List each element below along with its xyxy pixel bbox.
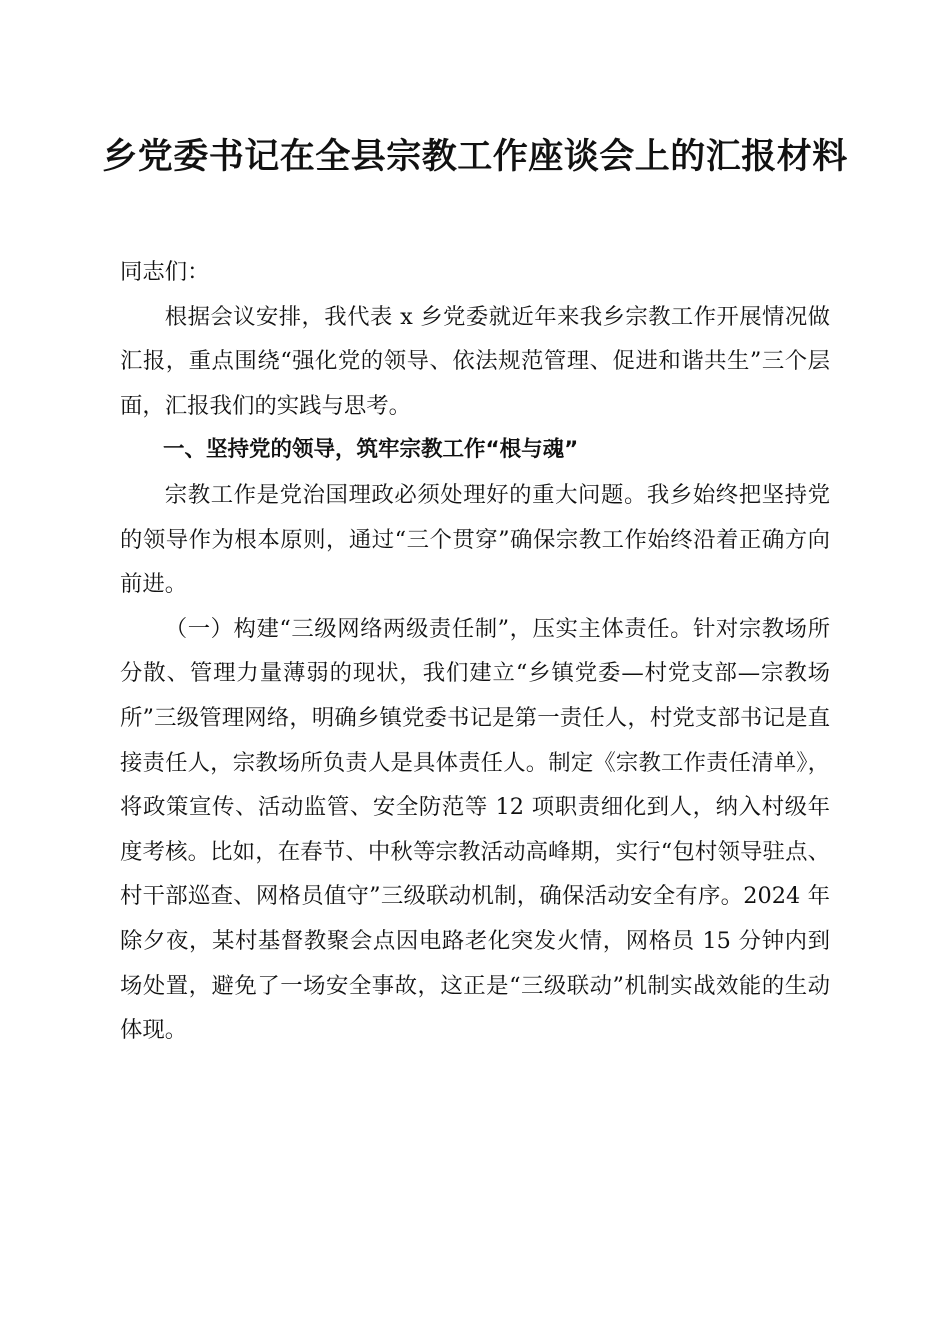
paragraph-section-1-intro: 宗教工作是党治国理政必须处理好的重大问题。我乡始终把坚持党的领导作为根本原则，通过“三个贯穿”确保宗教工作始终沿着正确方向前进。: [120, 481, 830, 598]
document-body: [120, 250, 830, 1053]
salutation: 同志们：: [120, 259, 210, 285]
paragraph-intro: 根据会议安排，我代表 x 乡党委就近年来我乡宗教工作开展情况做汇报，重点围绕“强化党的领导、依法规范管理、促进和谐共生”三个层面，汇报我们的实践与思考。: [120, 303, 830, 419]
subsection-1-text: 针对宗教场所分散、管理力量薄弱的现状，我们建立“乡镇党委—村党支部—宗教场所”三级管理网络，明确乡镇党委书记是第一责任人，村党支部书记是直接责任人，宗教场所负责人是具体责任人。制定《宗教工作责任清单》，将政策宣传、活动监管、安全防范等 12 项职责细化到人，纳入村级年度考核。比如，在春节、中秋等宗教活动高峰期，实行“包村领导驻点、村干部巡查、网格员值守”三级联动机制，确保活动安全有序。2024 年除夕夜，某村基督教聚会点因电路老化突发火情，网格员 15 分钟内到场处置，避免了一场安全事故，这正是“三级联动”机制实战效能的生动体现。: [120, 615, 830, 1044]
paragraph-subsection-1: [120, 607, 830, 1053]
subsection-1-lead: （一）构建“三级网络两级责任制”，压实主体责任。: [164, 615, 693, 642]
section-heading-1: 一、坚持党的领导，筑牢宗教工作“根与魂”: [163, 437, 579, 463]
document-title: 乡党委书记在全县宗教工作座谈会上的汇报材料: [102, 136, 848, 177]
